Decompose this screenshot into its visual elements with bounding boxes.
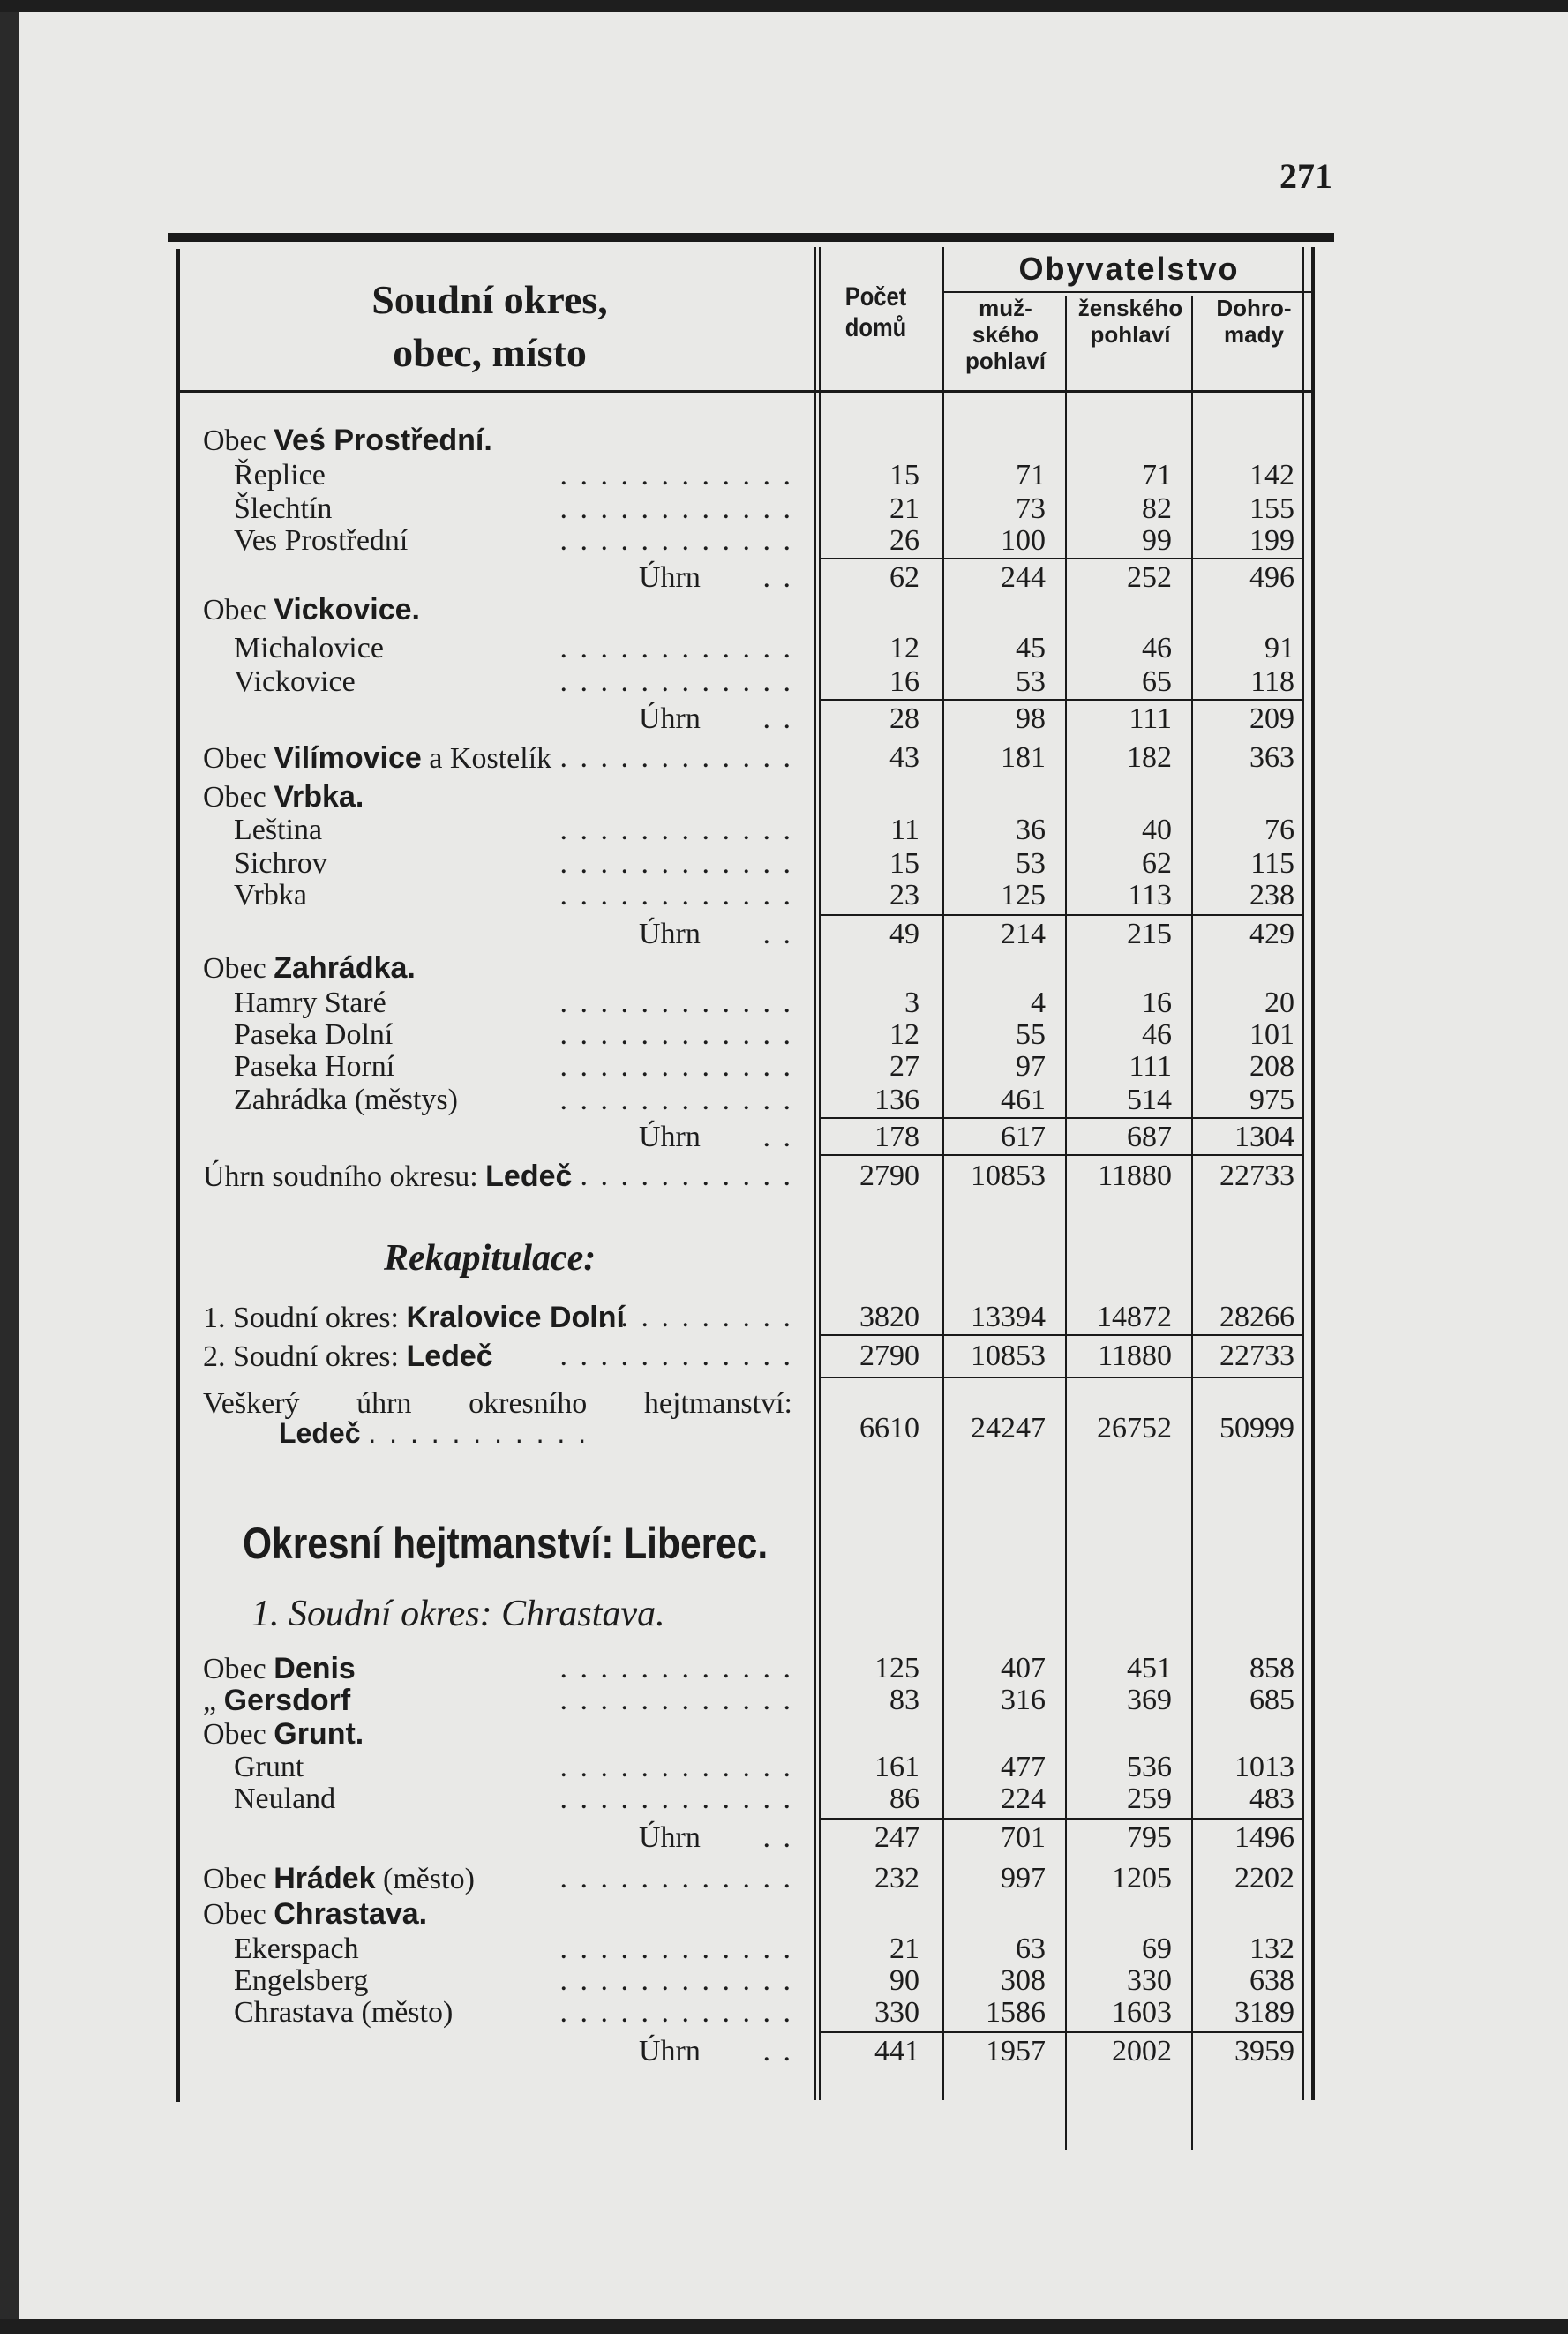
- leader-dots: . . . . . . . . . . . .: [559, 524, 793, 557]
- row-label: Ves Prostřední: [234, 524, 409, 557]
- row-label-prefix: Úhrn soudního okresu:: [203, 1160, 486, 1193]
- header-muz-line2: ského: [972, 320, 1039, 348]
- row-label: Řeplice: [234, 459, 326, 492]
- cell-zen: 11880: [1098, 1340, 1172, 1372]
- row-label-prefix: Obec: [203, 424, 274, 457]
- cell-dohromady: 155: [1249, 492, 1294, 525]
- cell-dohromady: 28266: [1219, 1301, 1294, 1333]
- cell-muz: 53: [1016, 847, 1046, 880]
- row-label: Vickovice: [234, 665, 356, 698]
- table-row-uhrn: [0, 561, 1568, 595]
- table-row-uhrn: [0, 1821, 1568, 1855]
- cell-muz: 244: [1001, 561, 1046, 594]
- cell-zen: 795: [1127, 1821, 1172, 1854]
- table-row: [0, 424, 1568, 457]
- veskery-name: Ledeč: [279, 1417, 361, 1449]
- table-row: [0, 1340, 1568, 1373]
- cell-zen: 215: [1127, 918, 1172, 950]
- sum-rule: [821, 914, 1304, 916]
- row-label: Úhrn: [639, 1121, 701, 1153]
- table-row: [0, 492, 1568, 526]
- veskery-word: úhrn: [356, 1387, 412, 1420]
- cell-muz: 214: [1001, 918, 1046, 950]
- table-row: [0, 814, 1568, 847]
- row-label: Leština: [234, 814, 323, 846]
- cell-pocet: 16: [889, 665, 919, 698]
- cell-zen: 111: [1129, 1050, 1172, 1083]
- soudni-okres-heading: 1. Soudní okres: Chrastava.: [251, 1594, 665, 1634]
- cell-muz: 53: [1016, 665, 1046, 698]
- cell-muz: 224: [1001, 1782, 1046, 1815]
- cell-zen: 82: [1142, 492, 1172, 525]
- cell-muz: 71: [1016, 459, 1046, 492]
- header-muz-line3: pohlaví: [964, 347, 1046, 374]
- sum-rule: [821, 1117, 1304, 1119]
- header-main-line2: obec, místo: [393, 329, 587, 375]
- header-pocet-line2: domů: [844, 312, 907, 342]
- leader-dots: . .: [762, 918, 793, 950]
- cell-zen: 69: [1142, 1932, 1172, 1965]
- cell-pocet: 28: [889, 702, 919, 735]
- row-label: Paseka Horní: [234, 1050, 395, 1083]
- cell-pocet: 247: [874, 1821, 919, 1854]
- recap-rule: [821, 1377, 1304, 1378]
- cell-muz: 125: [1001, 879, 1046, 912]
- header-obyv-rule: [942, 291, 1312, 293]
- leader-dots: . . . . . . . . . . . .: [559, 1684, 793, 1716]
- row-label: [203, 780, 364, 814]
- table-row: [0, 1717, 1568, 1751]
- cell-zen: 16: [1142, 987, 1172, 1019]
- cell-zen: 26752: [1097, 1412, 1172, 1445]
- leader-dots: . . . . . . . . . . . .: [559, 1652, 793, 1685]
- cell-dohromady: 3189: [1234, 1996, 1294, 2029]
- row-label: Neuland: [234, 1782, 336, 1815]
- row-label: [203, 424, 492, 458]
- cell-dohromady: 429: [1249, 918, 1294, 950]
- cell-dohromady: 1304: [1234, 1121, 1294, 1153]
- cell-zen: 99: [1142, 524, 1172, 557]
- cell-zen: 65: [1142, 665, 1172, 698]
- cell-pocet: 23: [889, 879, 919, 912]
- header-zen-line2: pohlaví: [1090, 320, 1171, 348]
- cell-pocet: 3820: [859, 1301, 919, 1333]
- header-zen-line1: ženského: [1077, 295, 1183, 321]
- row-label-name: Ledeč: [485, 1159, 573, 1193]
- table-row: [0, 741, 1568, 775]
- sum-rule: [821, 699, 1304, 701]
- row-label: Úhrn: [639, 2035, 701, 2068]
- row-label: [203, 1862, 475, 1896]
- row-label-name: Gersdorf: [223, 1684, 351, 1717]
- row-label: Zahrádka (městys): [234, 1084, 458, 1116]
- header-dohro: [1196, 296, 1312, 349]
- row-label-prefix: Obec: [203, 1653, 274, 1685]
- cell-pocet: 2790: [859, 1340, 919, 1372]
- cell-muz: 617: [1001, 1121, 1046, 1153]
- cell-pocet: 178: [874, 1121, 919, 1153]
- cell-muz: 13394: [971, 1301, 1046, 1333]
- cell-dohromady: 2202: [1234, 1862, 1294, 1895]
- table-row-uhrn: [0, 918, 1568, 951]
- row-label-prefix: Obec: [203, 594, 274, 627]
- cell-muz: 36: [1016, 814, 1046, 846]
- cell-muz: 55: [1016, 1018, 1046, 1051]
- cell-pocet: 441: [874, 2035, 919, 2068]
- cell-dohromady: 858: [1249, 1652, 1294, 1685]
- veskery-uhrn-name: Ledeč . . . . . . . . . . .: [279, 1417, 589, 1449]
- row-label: Grunt: [234, 1751, 304, 1783]
- leader-dots: . .: [762, 702, 793, 735]
- table-row: [0, 524, 1568, 558]
- leader-dots: . . . . . . . . . . . .: [559, 665, 793, 698]
- cell-pocet: 49: [889, 918, 919, 950]
- cell-zen: 14872: [1097, 1301, 1172, 1333]
- leader-dots: . . . . . . . . . . . .: [559, 1932, 793, 1965]
- row-label-name: Denis: [274, 1652, 356, 1685]
- row-label-suffix: (město): [375, 1863, 475, 1895]
- table-row-uhrn: [0, 1121, 1568, 1154]
- row-label: Úhrn: [639, 561, 701, 594]
- cell-pocet: 43: [889, 741, 919, 774]
- okresni-hejtmanstvi-heading: Okresní hejtmanství: Liberec.: [243, 1519, 769, 1568]
- cell-zen: 451: [1127, 1652, 1172, 1685]
- row-label: Hamry Staré: [234, 987, 386, 1019]
- leader-dots: . . . . . . . . . . . .: [559, 1996, 793, 2029]
- header-obyvatelstvo: Obyvatelstvo: [1018, 251, 1240, 287]
- leader-dots: . . . . . . . . . . . .: [559, 1301, 793, 1333]
- cell-zen: 111: [1129, 702, 1172, 735]
- leader-dots: . . . . . . . . . . . .: [559, 987, 793, 1019]
- cell-dohromady: 638: [1249, 1964, 1294, 1997]
- cell-pocet: 27: [889, 1050, 919, 1083]
- cell-dohromady: 496: [1249, 561, 1294, 594]
- table-row: [0, 665, 1568, 699]
- row-label-name: Zahrádka.: [274, 951, 416, 985]
- cell-zen: 11880: [1098, 1159, 1172, 1192]
- cell-dohromady: 975: [1249, 1084, 1294, 1116]
- header-dohro-line1: Dohro-: [1216, 295, 1292, 321]
- cell-zen: 182: [1127, 741, 1172, 774]
- cell-zen: 330: [1127, 1964, 1172, 1997]
- cell-pocet: 2790: [859, 1159, 919, 1192]
- cell-pocet: 161: [874, 1751, 919, 1783]
- row-label: [203, 1159, 572, 1194]
- cell-zen: 62: [1142, 847, 1172, 880]
- leader-dots: . . . . . . . . . . . .: [559, 1751, 793, 1783]
- row-label-name: Ledeč: [406, 1340, 493, 1373]
- cell-muz: 97: [1016, 1050, 1046, 1083]
- cell-muz: 308: [1001, 1964, 1046, 1997]
- table-row: [0, 593, 1568, 627]
- table-row: [0, 847, 1568, 881]
- row-label: Sichrov: [234, 847, 327, 880]
- cell-pocet: 136: [874, 1084, 919, 1116]
- sum-rule: [821, 1818, 1304, 1820]
- leader-dots: . . . . . . . . . . . .: [559, 492, 793, 525]
- leader-dots: . . . . . . . . . . . .: [559, 1018, 793, 1051]
- row-label: [203, 1897, 427, 1932]
- veskery-word: hejtmanství:: [643, 1387, 792, 1420]
- cell-dohromady: 209: [1249, 702, 1294, 735]
- header-main-line1: Soudní okres,: [371, 277, 608, 322]
- leader-dots: . .: [762, 561, 793, 594]
- leader-dots: . .: [762, 1821, 793, 1854]
- table-row: [0, 1897, 1568, 1931]
- header-muz-line1: muž-: [979, 295, 1032, 321]
- row-label-name: Grunt.: [274, 1717, 364, 1751]
- table-row: [0, 632, 1568, 665]
- cell-muz: 100: [1001, 524, 1046, 557]
- row-label: Šlechtín: [234, 492, 333, 525]
- row-label-prefix: Obec: [203, 1898, 274, 1931]
- cell-muz: 98: [1016, 702, 1046, 735]
- row-label: Úhrn: [639, 918, 701, 950]
- leader-dots: . . . . . . . . . . . .: [559, 1964, 793, 1997]
- cell-pocet: 330: [874, 1996, 919, 2029]
- row-label: [203, 1684, 350, 1718]
- table-row: [0, 459, 1568, 492]
- cell-zen: 1603: [1112, 1996, 1172, 2029]
- cell-muz: 316: [1001, 1684, 1046, 1716]
- cell-zen: 40: [1142, 814, 1172, 846]
- table-row: [0, 1782, 1568, 1816]
- cell-dohromady: 483: [1249, 1782, 1294, 1815]
- row-label-name: Vilímovice: [274, 741, 422, 775]
- cell-pocet: 21: [889, 1932, 919, 1965]
- row-label-name: Chrastava.: [274, 1897, 428, 1931]
- row-label-name: Vickovice.: [274, 593, 420, 627]
- table-row: [0, 1684, 1568, 1717]
- cell-zen: 369: [1127, 1684, 1172, 1716]
- table-row: [0, 1301, 1568, 1334]
- table-row: [0, 987, 1568, 1020]
- cell-dohromady: 208: [1249, 1050, 1294, 1083]
- cell-dohromady: 20: [1264, 987, 1294, 1019]
- table-row: [0, 1751, 1568, 1784]
- leader-dots: . . . . . . . . . . . .: [559, 632, 793, 664]
- cell-pocet: 11: [890, 814, 919, 846]
- row-label-name: Veś Prostřední.: [274, 424, 492, 457]
- header-pocet-line1: Počet: [844, 282, 907, 311]
- leader-dots: . . . . . . . . . . . .: [559, 879, 793, 912]
- cell-muz: 181: [1001, 741, 1046, 774]
- cell-pocet: 12: [889, 1018, 919, 1051]
- row-label: [203, 951, 416, 986]
- row-label-name: Hrádek: [274, 1862, 376, 1895]
- cell-muz: 10853: [971, 1340, 1046, 1372]
- table-row-uhrn: [0, 2035, 1568, 2068]
- row-label-prefix: Obec: [203, 742, 274, 775]
- table-row: [0, 1862, 1568, 1895]
- row-label: Chrastava (město): [234, 1996, 454, 2029]
- cell-zen: 536: [1127, 1751, 1172, 1783]
- table-row: [0, 1050, 1568, 1084]
- cell-muz: 1957: [986, 2035, 1046, 2068]
- header-pocet-domu: [829, 282, 922, 343]
- cell-muz: 45: [1016, 632, 1046, 664]
- row-label: Úhrn: [639, 702, 701, 735]
- row-label-prefix: Obec: [203, 952, 274, 985]
- row-label: Michalovice: [234, 632, 384, 664]
- cell-muz: 701: [1001, 1821, 1046, 1854]
- cell-dohromady: 199: [1249, 524, 1294, 557]
- table-row: [0, 951, 1568, 985]
- cell-muz: 997: [1001, 1862, 1046, 1895]
- row-label: Paseka Dolní: [234, 1018, 394, 1051]
- row-label-prefix: „: [203, 1685, 224, 1717]
- cell-pocet: 83: [889, 1684, 919, 1716]
- veskery-word: okresního: [469, 1387, 588, 1420]
- header-main: [181, 274, 799, 379]
- page-top-edge: [0, 0, 1568, 12]
- leader-dots: . . . . . . . . . . . .: [559, 1862, 793, 1895]
- veskery-uhrn-values: [0, 1412, 1568, 1445]
- table-row: [0, 1084, 1568, 1117]
- cell-zen: 71: [1142, 459, 1172, 492]
- cell-dohromady: 238: [1249, 879, 1294, 912]
- row-label: [203, 1717, 364, 1752]
- cell-zen: 46: [1142, 632, 1172, 664]
- header-dohro-line2: mady: [1224, 320, 1284, 348]
- row-label-prefix: 1. Soudní okres:: [203, 1302, 407, 1334]
- cell-dohromady: 1496: [1234, 1821, 1294, 1854]
- cell-dohromady: 91: [1264, 632, 1294, 664]
- leader-dots: . . . . . . . . . . . .: [559, 847, 793, 880]
- cell-muz: 4: [1031, 987, 1046, 1019]
- leader-dots: . .: [762, 1121, 793, 1153]
- page-bottom-edge: [0, 2319, 1568, 2334]
- cell-pocet: 15: [889, 459, 919, 492]
- row-label: [203, 741, 551, 776]
- cell-zen: 113: [1128, 879, 1172, 912]
- table-row: [0, 1018, 1568, 1052]
- table-row: [0, 1996, 1568, 2030]
- row-label-name: Vrbka.: [274, 780, 364, 814]
- recap-rule: [821, 1334, 1304, 1336]
- cell-dohromady: 115: [1250, 847, 1294, 880]
- cell-pocet: 21: [889, 492, 919, 525]
- cell-dohromady: 363: [1249, 741, 1294, 774]
- leader-dots: . . . . . . . . . . . .: [559, 1050, 793, 1083]
- cell-pocet: 62: [889, 561, 919, 594]
- table-top-rule: [168, 233, 1334, 242]
- cell-pocet: 12: [889, 632, 919, 664]
- header-muz: [946, 296, 1065, 375]
- row-label: [203, 1340, 493, 1374]
- cell-zen: 1205: [1112, 1862, 1172, 1895]
- cell-dohromady: 76: [1264, 814, 1294, 846]
- sum-rule: [821, 2031, 1304, 2033]
- sum-rule: [821, 558, 1304, 559]
- cell-pocet: 6610: [859, 1412, 919, 1445]
- cell-muz: 477: [1001, 1751, 1046, 1783]
- cell-pocet: 90: [889, 1964, 919, 1997]
- cell-zen: 2002: [1112, 2035, 1172, 2068]
- cell-muz: 24247: [971, 1412, 1046, 1445]
- cell-dohromady: 142: [1249, 459, 1294, 492]
- row-label-prefix: Obec: [203, 1718, 274, 1751]
- sum-rule: [821, 1154, 1304, 1156]
- cell-zen: 687: [1127, 1121, 1172, 1153]
- cell-zen: 252: [1127, 561, 1172, 594]
- cell-pocet: 26: [889, 524, 919, 557]
- cell-zen: 514: [1127, 1084, 1172, 1116]
- cell-zen: 259: [1127, 1782, 1172, 1815]
- cell-pocet: 125: [874, 1652, 919, 1685]
- header-zen: [1068, 296, 1193, 349]
- cell-dohromady: 22733: [1219, 1340, 1294, 1372]
- row-label: [203, 593, 420, 627]
- cell-dohromady: 118: [1250, 665, 1294, 698]
- cell-muz: 73: [1016, 492, 1046, 525]
- row-label: Engelsberg: [234, 1964, 369, 1997]
- leader-dots: . .: [762, 2035, 793, 2068]
- table-row-uhrn: [0, 702, 1568, 736]
- row-label: Vrbka: [234, 879, 307, 912]
- leader-dots: . . . . . . . . . . . .: [559, 814, 793, 846]
- cell-pocet: 15: [889, 847, 919, 880]
- cell-dohromady: 50999: [1219, 1412, 1294, 1445]
- header-bottom-rule: [180, 390, 1313, 393]
- table-row: [0, 1964, 1568, 1998]
- cell-muz: 63: [1016, 1932, 1046, 1965]
- rekapitulace-heading: Rekapitulace:: [384, 1238, 596, 1279]
- veskery-word: Veškerý: [203, 1387, 300, 1420]
- cell-dohromady: 685: [1249, 1684, 1294, 1716]
- table-row: [0, 1652, 1568, 1685]
- cell-pocet: 3: [904, 987, 919, 1019]
- cell-dohromady: 1013: [1234, 1751, 1294, 1783]
- cell-muz: 407: [1001, 1652, 1046, 1685]
- row-label-prefix: Obec: [203, 1863, 274, 1895]
- row-label-name: Kralovice Dolní: [406, 1301, 625, 1334]
- table-row: [0, 1159, 1568, 1193]
- cell-dohromady: 22733: [1219, 1159, 1294, 1192]
- cell-muz: 461: [1001, 1084, 1046, 1116]
- cell-pocet: 232: [874, 1862, 919, 1895]
- leader-dots: . . . . . . . . . . . .: [559, 1340, 793, 1372]
- table-row: [0, 879, 1568, 912]
- cell-dohromady: 132: [1249, 1932, 1294, 1965]
- leader-dots: . . . . . . . . . . . .: [559, 741, 793, 774]
- table-row: [0, 1932, 1568, 1966]
- leader-dots: . . . . . . . . . . . .: [559, 1159, 793, 1192]
- cell-muz: 1586: [986, 1996, 1046, 2029]
- cell-dohromady: 101: [1249, 1018, 1294, 1051]
- table-row: [0, 780, 1568, 814]
- row-label-prefix: 2. Soudní okres:: [203, 1340, 407, 1373]
- row-label: Úhrn: [639, 1821, 701, 1854]
- cell-zen: 46: [1142, 1018, 1172, 1051]
- row-label-suffix: a Kostelík: [421, 742, 552, 775]
- page-number: 271: [1279, 156, 1332, 196]
- cell-dohromady: 3959: [1234, 2035, 1294, 2068]
- cell-pocet: 86: [889, 1782, 919, 1815]
- leader-dots: . . . . . . . . . . . .: [559, 1782, 793, 1815]
- row-label-prefix: Obec: [203, 781, 274, 814]
- leader-dots: . . . . . . . . . . . .: [559, 459, 793, 492]
- cell-muz: 10853: [971, 1159, 1046, 1192]
- row-label: [203, 1652, 356, 1686]
- row-label: Ekerspach: [234, 1932, 359, 1965]
- leader-dots: . . . . . . . . . . . .: [559, 1084, 793, 1116]
